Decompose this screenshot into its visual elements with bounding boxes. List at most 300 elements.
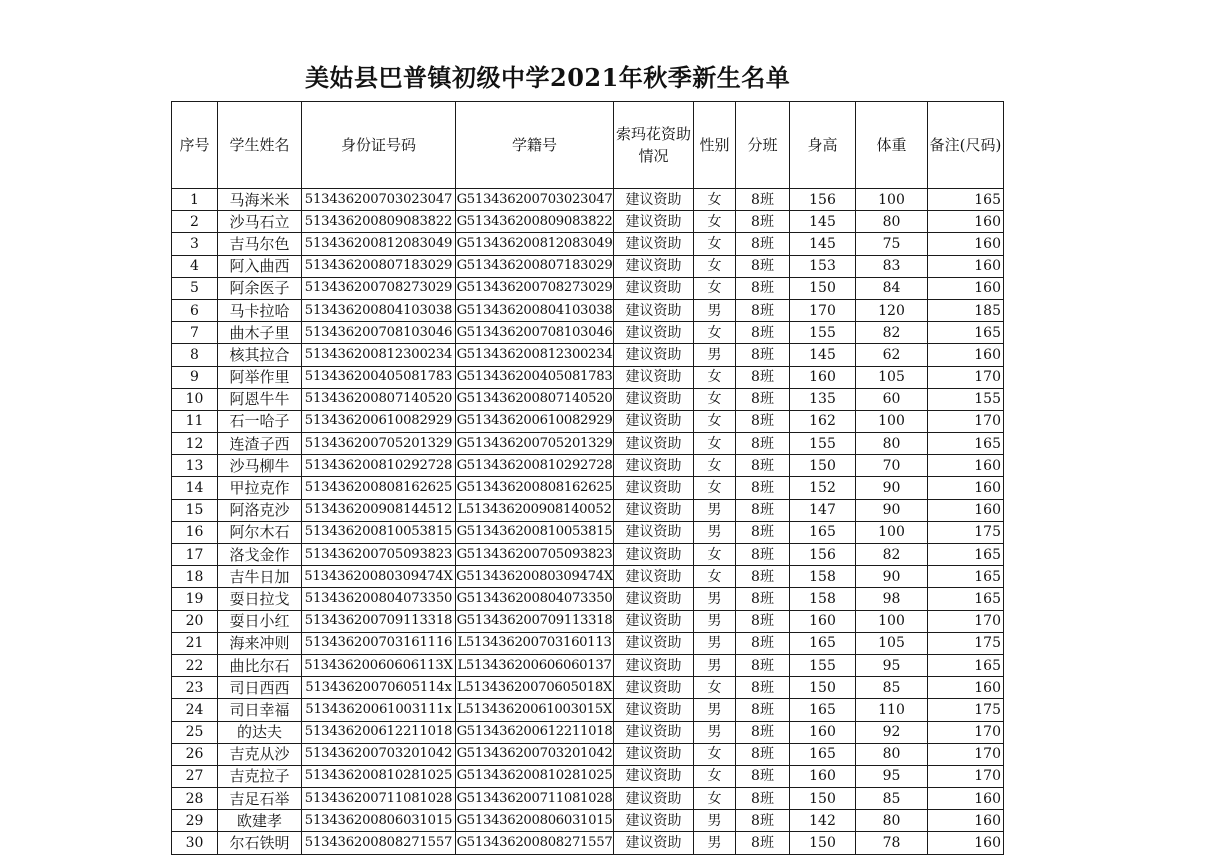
cell-weight: 85	[856, 788, 928, 810]
cell-seq: 28	[172, 788, 218, 810]
table-row	[172, 233, 1004, 255]
table-row	[172, 388, 1004, 410]
cell-weight: 90	[856, 499, 928, 521]
cell-weight: 90	[856, 477, 928, 499]
cell-aid-status: 建议资助	[614, 455, 694, 477]
cell-height: 155	[790, 322, 856, 344]
cell-note-size: 160	[928, 810, 1004, 832]
cell-aid-status: 建议资助	[614, 832, 694, 854]
cell-gender: 女	[694, 566, 736, 588]
cell-seq: 21	[172, 632, 218, 654]
cell-aid-status: 建议资助	[614, 810, 694, 832]
cell-student-name: 连渣子西	[218, 433, 302, 455]
cell-weight: 100	[856, 189, 928, 211]
cell-id-number: 513436200810281025	[302, 765, 456, 787]
table-row	[172, 277, 1004, 299]
cell-id-number: 513436200808162625	[302, 477, 456, 499]
cell-id-number: 513436200812083049	[302, 233, 456, 255]
cell-student-name: 司日幸福	[218, 699, 302, 721]
cell-weight: 100	[856, 610, 928, 632]
cell-weight: 92	[856, 721, 928, 743]
cell-xueji-number: G513436200810053815	[456, 521, 614, 543]
cell-xueji-number: G513436200808162625	[456, 477, 614, 499]
cell-student-name: 阿尔木石	[218, 521, 302, 543]
cell-xueji-number: G513436200807140520	[456, 388, 614, 410]
cell-id-number: 513436200703161116	[302, 632, 456, 654]
header-weight: 体重	[856, 102, 928, 189]
cell-id-number: 513436200809083822	[302, 211, 456, 233]
cell-height: 150	[790, 832, 856, 854]
cell-student-name: 洛戈金作	[218, 544, 302, 566]
cell-xueji-number: G513436200705201329	[456, 433, 614, 455]
cell-aid-status: 建议资助	[614, 677, 694, 699]
cell-class: 8班	[736, 277, 790, 299]
cell-id-number: 513436200908144512	[302, 499, 456, 521]
cell-note-size: 170	[928, 610, 1004, 632]
table-row	[172, 477, 1004, 499]
cell-gender: 男	[694, 499, 736, 521]
cell-xueji-number: G513436200804103038	[456, 299, 614, 321]
cell-aid-status: 建议资助	[614, 189, 694, 211]
cell-seq: 17	[172, 544, 218, 566]
cell-student-name: 马卡拉哈	[218, 299, 302, 321]
header-name: 学生姓名	[218, 102, 302, 189]
cell-student-name: 吉马尔色	[218, 233, 302, 255]
cell-weight: 98	[856, 588, 928, 610]
cell-note-size: 170	[928, 765, 1004, 787]
cell-id-number: 513436200705093823	[302, 544, 456, 566]
cell-xueji-number: G513436200812083049	[456, 233, 614, 255]
cell-class: 8班	[736, 566, 790, 588]
cell-weight: 80	[856, 810, 928, 832]
cell-height: 145	[790, 233, 856, 255]
cell-student-name: 沙马柳牛	[218, 455, 302, 477]
cell-student-name: 曲木子里	[218, 322, 302, 344]
cell-height: 145	[790, 211, 856, 233]
cell-class: 8班	[736, 721, 790, 743]
table-row	[172, 189, 1004, 211]
cell-class: 8班	[736, 366, 790, 388]
cell-id-number: 513436200807183029	[302, 255, 456, 277]
cell-student-name: 吉足石举	[218, 788, 302, 810]
cell-student-name: 阿余医子	[218, 277, 302, 299]
cell-gender: 男	[694, 299, 736, 321]
table-row	[172, 699, 1004, 721]
cell-height: 150	[790, 455, 856, 477]
cell-seq: 29	[172, 810, 218, 832]
cell-weight: 82	[856, 322, 928, 344]
cell-class: 8班	[736, 521, 790, 543]
cell-height: 153	[790, 255, 856, 277]
cell-seq: 8	[172, 344, 218, 366]
cell-aid-status: 建议资助	[614, 410, 694, 432]
cell-weight: 85	[856, 677, 928, 699]
cell-xueji-number: L513436200703160113	[456, 632, 614, 654]
cell-height: 158	[790, 588, 856, 610]
cell-class: 8班	[736, 189, 790, 211]
cell-note-size: 170	[928, 410, 1004, 432]
cell-xueji-number: G513436200708103046	[456, 322, 614, 344]
cell-weight: 120	[856, 299, 928, 321]
cell-gender: 女	[694, 433, 736, 455]
cell-height: 160	[790, 366, 856, 388]
cell-height: 162	[790, 410, 856, 432]
cell-xueji-number: G513436200703201042	[456, 743, 614, 765]
cell-student-name: 欧建孝	[218, 810, 302, 832]
table-row	[172, 410, 1004, 432]
cell-seq: 27	[172, 765, 218, 787]
cell-aid-status: 建议资助	[614, 610, 694, 632]
cell-seq: 19	[172, 588, 218, 610]
cell-aid-status: 建议资助	[614, 277, 694, 299]
header-xueji: 学籍号	[456, 102, 614, 189]
cell-id-number: 51343620080309474X	[302, 566, 456, 588]
cell-seq: 4	[172, 255, 218, 277]
cell-aid-status: 建议资助	[614, 477, 694, 499]
header-class: 分班	[736, 102, 790, 189]
cell-note-size: 160	[928, 211, 1004, 233]
cell-class: 8班	[736, 788, 790, 810]
table-row	[172, 366, 1004, 388]
cell-xueji-number: L513436200606060137	[456, 654, 614, 676]
cell-aid-status: 建议资助	[614, 632, 694, 654]
cell-seq: 30	[172, 832, 218, 854]
student-roster-table	[171, 101, 1004, 855]
cell-height: 150	[790, 277, 856, 299]
cell-gender: 女	[694, 366, 736, 388]
header-gender: 性别	[694, 102, 736, 189]
cell-note-size: 160	[928, 277, 1004, 299]
cell-xueji-number: G513436200810281025	[456, 765, 614, 787]
table-row	[172, 765, 1004, 787]
cell-note-size: 175	[928, 699, 1004, 721]
cell-id-number: 51343620061003111x	[302, 699, 456, 721]
cell-student-name: 耍日小红	[218, 610, 302, 632]
cell-class: 8班	[736, 299, 790, 321]
cell-gender: 女	[694, 788, 736, 810]
cell-student-name: 耍日拉戈	[218, 588, 302, 610]
cell-aid-status: 建议资助	[614, 654, 694, 676]
cell-student-name: 甲拉克作	[218, 477, 302, 499]
cell-id-number: 513436200405081783	[302, 366, 456, 388]
header-seq: 序号	[172, 102, 218, 189]
cell-note-size: 160	[928, 255, 1004, 277]
cell-xueji-number: G513436200807183029	[456, 255, 614, 277]
cell-note-size: 170	[928, 743, 1004, 765]
cell-height: 152	[790, 477, 856, 499]
cell-aid-status: 建议资助	[614, 699, 694, 721]
cell-height: 160	[790, 721, 856, 743]
cell-height: 158	[790, 566, 856, 588]
cell-class: 8班	[736, 233, 790, 255]
cell-note-size: 185	[928, 299, 1004, 321]
cell-weight: 84	[856, 277, 928, 299]
cell-weight: 105	[856, 632, 928, 654]
cell-note-size: 165	[928, 544, 1004, 566]
cell-note-size: 165	[928, 588, 1004, 610]
cell-height: 160	[790, 610, 856, 632]
cell-id-number: 51343620060606113X	[302, 654, 456, 676]
cell-class: 8班	[736, 499, 790, 521]
cell-student-name: 海来冲则	[218, 632, 302, 654]
cell-height: 155	[790, 433, 856, 455]
cell-seq: 10	[172, 388, 218, 410]
cell-gender: 男	[694, 632, 736, 654]
cell-xueji-number: L513436200908140052	[456, 499, 614, 521]
cell-student-name: 司日西西	[218, 677, 302, 699]
cell-aid-status: 建议资助	[614, 366, 694, 388]
cell-student-name: 的达夫	[218, 721, 302, 743]
cell-aid-status: 建议资助	[614, 388, 694, 410]
cell-id-number: 513436200612211018	[302, 721, 456, 743]
cell-class: 8班	[736, 832, 790, 854]
cell-id-number: 513436200810292728	[302, 455, 456, 477]
cell-id-number: 513436200804103038	[302, 299, 456, 321]
table-row	[172, 788, 1004, 810]
cell-weight: 80	[856, 433, 928, 455]
cell-id-number: 513436200806031015	[302, 810, 456, 832]
cell-note-size: 165	[928, 433, 1004, 455]
cell-height: 150	[790, 788, 856, 810]
cell-class: 8班	[736, 743, 790, 765]
cell-aid-status: 建议资助	[614, 588, 694, 610]
cell-seq: 13	[172, 455, 218, 477]
cell-seq: 26	[172, 743, 218, 765]
cell-xueji-number: G513436200812300234	[456, 344, 614, 366]
cell-xueji-number: G513436200809083822	[456, 211, 614, 233]
cell-student-name: 尔石铁明	[218, 832, 302, 854]
cell-aid-status: 建议资助	[614, 499, 694, 521]
cell-height: 165	[790, 743, 856, 765]
cell-note-size: 165	[928, 189, 1004, 211]
cell-gender: 女	[694, 211, 736, 233]
cell-note-size: 170	[928, 366, 1004, 388]
cell-student-name: 沙马石立	[218, 211, 302, 233]
document-title: 美姑县巴普镇初级中学2021年秋季新生名单	[305, 63, 791, 92]
cell-weight: 90	[856, 566, 928, 588]
cell-note-size: 175	[928, 632, 1004, 654]
cell-student-name: 曲比尔石	[218, 654, 302, 676]
cell-height: 147	[790, 499, 856, 521]
cell-aid-status: 建议资助	[614, 211, 694, 233]
cell-xueji-number: L51343620061003015X	[456, 699, 614, 721]
cell-weight: 100	[856, 410, 928, 432]
cell-id-number: 513436200709113318	[302, 610, 456, 632]
table-row	[172, 455, 1004, 477]
cell-gender: 男	[694, 832, 736, 854]
cell-gender: 男	[694, 521, 736, 543]
cell-weight: 80	[856, 743, 928, 765]
table-row	[172, 588, 1004, 610]
cell-seq: 20	[172, 610, 218, 632]
table-row	[172, 499, 1004, 521]
cell-student-name: 阿恩牛牛	[218, 388, 302, 410]
cell-id-number: 513436200703201042	[302, 743, 456, 765]
cell-aid-status: 建议资助	[614, 255, 694, 277]
cell-student-name: 阿举作里	[218, 366, 302, 388]
cell-id-number: 513436200705201329	[302, 433, 456, 455]
cell-id-number: 51343620070605114x	[302, 677, 456, 699]
cell-height: 135	[790, 388, 856, 410]
cell-note-size: 160	[928, 477, 1004, 499]
cell-gender: 女	[694, 322, 736, 344]
cell-xueji-number: G513436200711081028	[456, 788, 614, 810]
cell-id-number: 513436200807140520	[302, 388, 456, 410]
cell-class: 8班	[736, 388, 790, 410]
cell-student-name: 吉克从沙	[218, 743, 302, 765]
cell-height: 145	[790, 344, 856, 366]
cell-weight: 105	[856, 366, 928, 388]
cell-height: 165	[790, 521, 856, 543]
cell-weight: 75	[856, 233, 928, 255]
cell-gender: 女	[694, 743, 736, 765]
cell-height: 155	[790, 654, 856, 676]
table-row	[172, 433, 1004, 455]
cell-id-number: 513436200708103046	[302, 322, 456, 344]
cell-xueji-number: G513436200810292728	[456, 455, 614, 477]
cell-weight: 95	[856, 654, 928, 676]
cell-xueji-number: G51343620080309474X	[456, 566, 614, 588]
cell-aid-status: 建议资助	[614, 788, 694, 810]
cell-class: 8班	[736, 699, 790, 721]
cell-height: 170	[790, 299, 856, 321]
cell-xueji-number: G513436200610082929	[456, 410, 614, 432]
table-row	[172, 211, 1004, 233]
cell-gender: 女	[694, 277, 736, 299]
table-row	[172, 521, 1004, 543]
cell-seq: 6	[172, 299, 218, 321]
table-row	[172, 255, 1004, 277]
table-row	[172, 344, 1004, 366]
cell-note-size: 160	[928, 677, 1004, 699]
cell-xueji-number: G513436200705093823	[456, 544, 614, 566]
cell-class: 8班	[736, 433, 790, 455]
cell-class: 8班	[736, 477, 790, 499]
cell-seq: 16	[172, 521, 218, 543]
cell-note-size: 160	[928, 788, 1004, 810]
cell-student-name: 阿洛克沙	[218, 499, 302, 521]
cell-gender: 男	[694, 588, 736, 610]
header-row	[172, 102, 1004, 189]
cell-note-size: 160	[928, 344, 1004, 366]
table-row	[172, 654, 1004, 676]
cell-student-name: 马海米米	[218, 189, 302, 211]
cell-height: 142	[790, 810, 856, 832]
cell-gender: 女	[694, 477, 736, 499]
cell-gender: 女	[694, 233, 736, 255]
cell-gender: 男	[694, 699, 736, 721]
cell-note-size: 165	[928, 566, 1004, 588]
cell-note-size: 165	[928, 654, 1004, 676]
cell-seq: 1	[172, 189, 218, 211]
cell-xueji-number: G513436200708273029	[456, 277, 614, 299]
table-row	[172, 566, 1004, 588]
table-row	[172, 632, 1004, 654]
table-row	[172, 610, 1004, 632]
cell-seq: 5	[172, 277, 218, 299]
cell-student-name: 石一哈子	[218, 410, 302, 432]
cell-seq: 2	[172, 211, 218, 233]
cell-weight: 78	[856, 832, 928, 854]
cell-gender: 男	[694, 810, 736, 832]
cell-weight: 95	[856, 765, 928, 787]
cell-student-name: 吉牛日加	[218, 566, 302, 588]
cell-weight: 83	[856, 255, 928, 277]
cell-weight: 70	[856, 455, 928, 477]
cell-class: 8班	[736, 810, 790, 832]
cell-note-size: 165	[928, 322, 1004, 344]
table-row	[172, 677, 1004, 699]
cell-note-size: 155	[928, 388, 1004, 410]
table-row	[172, 810, 1004, 832]
cell-aid-status: 建议资助	[614, 299, 694, 321]
cell-aid-status: 建议资助	[614, 344, 694, 366]
cell-class: 8班	[736, 211, 790, 233]
header-id: 身份证号码	[302, 102, 456, 189]
cell-aid-status: 建议资助	[614, 322, 694, 344]
cell-note-size: 175	[928, 521, 1004, 543]
cell-class: 8班	[736, 455, 790, 477]
cell-seq: 11	[172, 410, 218, 432]
cell-class: 8班	[736, 632, 790, 654]
cell-id-number: 513436200610082929	[302, 410, 456, 432]
cell-class: 8班	[736, 677, 790, 699]
cell-gender: 女	[694, 388, 736, 410]
header-height: 身高	[790, 102, 856, 189]
cell-xueji-number: G513436200703023047	[456, 189, 614, 211]
cell-seq: 14	[172, 477, 218, 499]
cell-class: 8班	[736, 588, 790, 610]
cell-class: 8班	[736, 765, 790, 787]
cell-class: 8班	[736, 410, 790, 432]
table-row	[172, 299, 1004, 321]
table-body	[172, 189, 1004, 855]
cell-class: 8班	[736, 322, 790, 344]
cell-student-name: 核其拉合	[218, 344, 302, 366]
cell-seq: 15	[172, 499, 218, 521]
cell-height: 160	[790, 765, 856, 787]
cell-student-name: 阿入曲西	[218, 255, 302, 277]
header-aid: 索玛花资助情况	[614, 102, 694, 189]
cell-aid-status: 建议资助	[614, 233, 694, 255]
cell-weight: 60	[856, 388, 928, 410]
cell-class: 8班	[736, 654, 790, 676]
cell-id-number: 513436200708273029	[302, 277, 456, 299]
cell-seq: 22	[172, 654, 218, 676]
cell-note-size: 160	[928, 233, 1004, 255]
cell-aid-status: 建议资助	[614, 544, 694, 566]
cell-note-size: 170	[928, 721, 1004, 743]
cell-gender: 女	[694, 189, 736, 211]
cell-id-number: 513436200804073350	[302, 588, 456, 610]
cell-aid-status: 建议资助	[614, 743, 694, 765]
cell-gender: 女	[694, 255, 736, 277]
cell-xueji-number: G513436200612211018	[456, 721, 614, 743]
cell-aid-status: 建议资助	[614, 566, 694, 588]
cell-weight: 110	[856, 699, 928, 721]
cell-class: 8班	[736, 255, 790, 277]
cell-gender: 女	[694, 410, 736, 432]
cell-class: 8班	[736, 344, 790, 366]
cell-gender: 男	[694, 654, 736, 676]
cell-id-number: 513436200711081028	[302, 788, 456, 810]
cell-weight: 62	[856, 344, 928, 366]
cell-id-number: 513436200812300234	[302, 344, 456, 366]
table-row	[172, 544, 1004, 566]
cell-aid-status: 建议资助	[614, 721, 694, 743]
cell-aid-status: 建议资助	[614, 521, 694, 543]
cell-weight: 80	[856, 211, 928, 233]
